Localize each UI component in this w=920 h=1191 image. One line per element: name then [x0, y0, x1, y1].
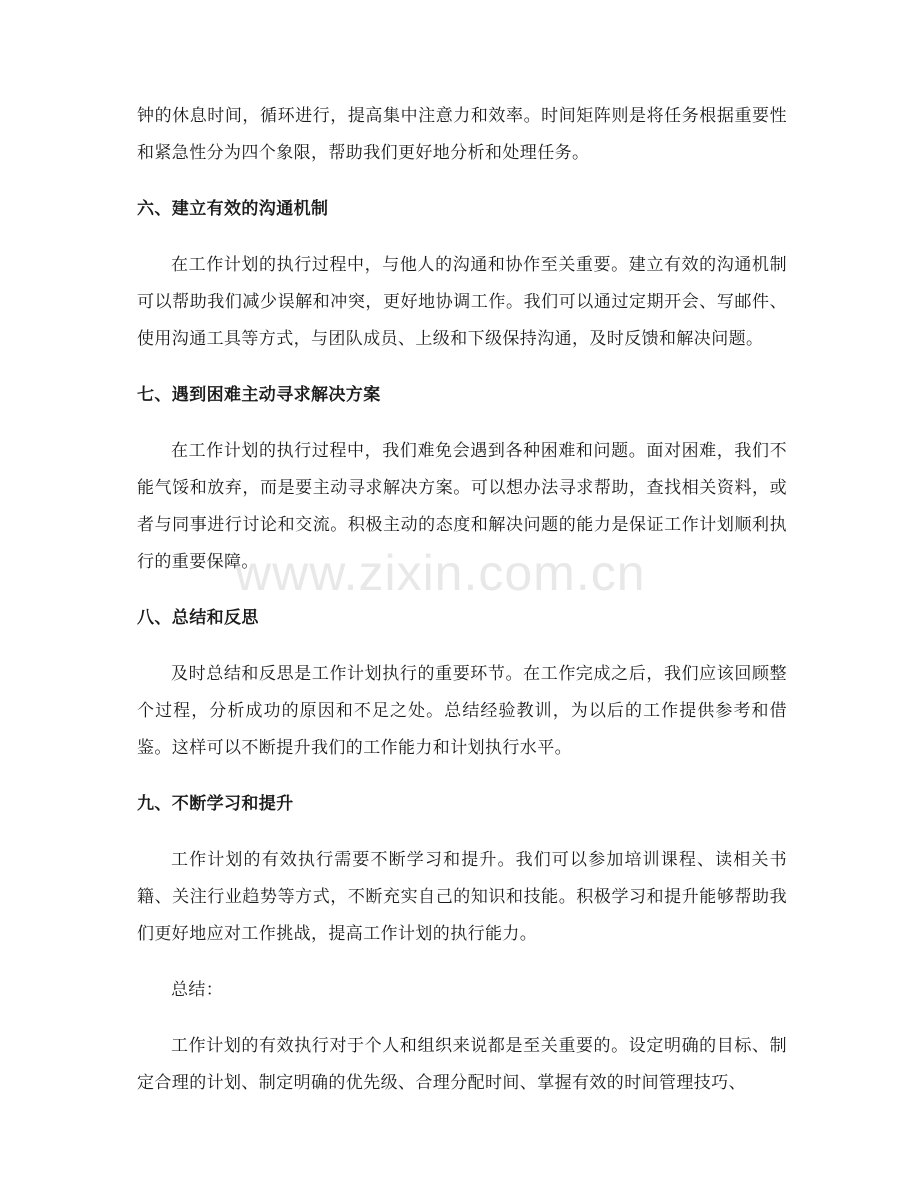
watermark: www.zixin.com.cn: [235, 545, 646, 601]
section-heading-9: 九、不断学习和提升: [137, 794, 294, 814]
section-heading-6: 六、建立有效的沟通机制: [137, 199, 329, 219]
section-body-7: 在工作计划的执行过程中，我们难免会遇到各种困难和问题。面对困难，我们不能气馁和放弃，而是要主动寻求解决方案。可以想办法寻求帮助，查找相关资料，或者与同事进行讨论和交流。积极主动的态度和解决问题的能力是保证工作计划顺利执行的重要保障。: [137, 441, 787, 572]
section-body-9: 工作计划的有效执行需要不断学习和提升。我们可以参加培训课程、读相关书籍、关注行业趋势等方式，不断充实自己的知识和技能。积极学习和提升能够帮助我们更好地应对工作挑战，提高工作计划的执行能力。: [137, 850, 787, 944]
section-heading-8: 八、总结和反思: [137, 608, 259, 628]
section-body-6: 在工作计划的执行过程中，与他人的沟通和协作至关重要。建立有效的沟通机制可以帮助我们减少误解和冲突，更好地协调工作。我们可以通过定期开会、写邮件、使用沟通工具等方式，与团队成员、上级和下级保持沟通，及时反馈和解决问题。: [137, 255, 787, 349]
summary-body: 工作计划的有效执行对于个人和组织来说都是至关重要的。设定明确的目标、制定合理的计划、制定明确的优先级、合理分配时间、掌握有效的时间管理技巧、: [137, 1036, 787, 1093]
section-body-8: 及时总结和反思是工作计划执行的重要环节。在工作完成之后，我们应该回顾整个过程，分析成功的原因和不足之处。总结经验教训，为以后的工作提供参考和借鉴。这样可以不断提升我们的工作能力和计划执行水平。: [137, 664, 787, 758]
document-page: [137, 98, 787, 1121]
summary-label: 总结：: [171, 980, 224, 1000]
intro-paragraph: 钟的休息时间，循环进行，提高集中注意力和效率。时间矩阵则是将任务根据重要性和紧急性分为四个象限，帮助我们更好地分析和处理任务。: [137, 106, 787, 163]
section-heading-7: 七、遇到困难主动寻求解决方案: [137, 385, 381, 405]
